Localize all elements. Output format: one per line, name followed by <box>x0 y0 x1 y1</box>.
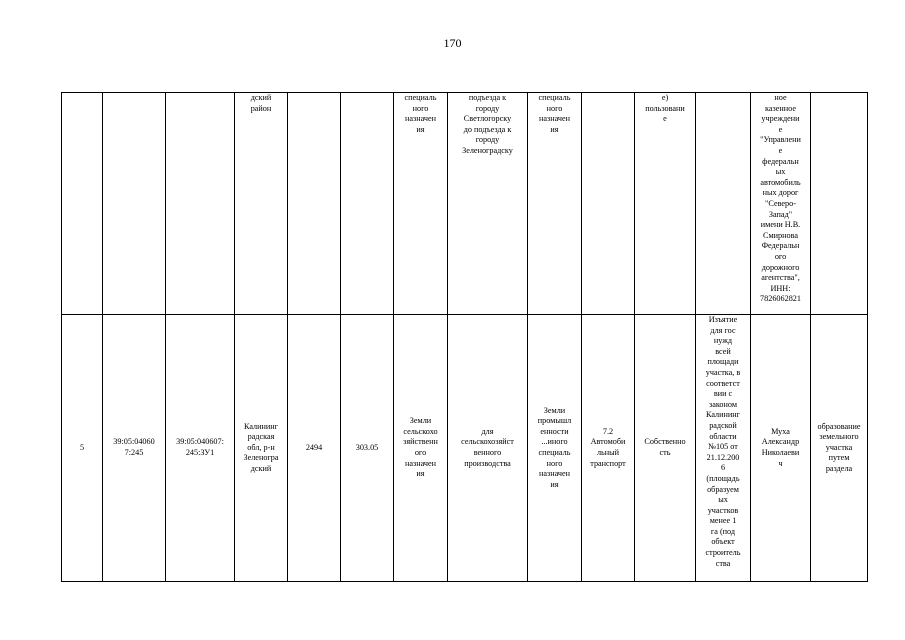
table-cell: специаль ного назначен ия <box>528 93 582 315</box>
table-cell: подъезда к городу Светлогорску до подъезда к городу Зеленоградску <box>448 93 528 315</box>
table-cell <box>696 93 751 315</box>
table-cell: для сельскохозяйст венного производства <box>448 315 528 582</box>
table-cell: 7.2 Автомоби льный транспорт <box>582 315 635 582</box>
page-number: 170 <box>443 36 462 50</box>
table-cell <box>103 93 166 315</box>
table-cell: 2494 <box>288 315 341 582</box>
table-cell: Изъятие для гос нужд всей площади участка, в соответст вии с законом Калининг радской области №105 от 21.12.200 6 (площадь образуем ых участков менее 1 га (под объект строитель ства <box>696 315 751 582</box>
table-cell: 303.05 <box>341 315 394 582</box>
table-row <box>62 93 868 315</box>
table-cell: Земли сельскохо зяйственн ого назначен ия <box>394 315 448 582</box>
table-cell: 5 <box>62 315 103 582</box>
table-cell <box>811 93 868 315</box>
table-cell: Земли промышл енности ...иного специаль ного назначен ия <box>528 315 582 582</box>
table-cell <box>341 93 394 315</box>
table-cell <box>288 93 341 315</box>
table-cell: Муха Александр Николаеви ч <box>751 315 811 582</box>
table-cell: Калининг радская обл, р-н Зеленогра дский <box>235 315 288 582</box>
table-cell: 39:05:040607: 245:ЗУ1 <box>166 315 235 582</box>
land-plots-table <box>61 92 868 582</box>
table-cell: дский район <box>235 93 288 315</box>
table-cell: специаль ного назначен ия <box>394 93 448 315</box>
table-row <box>62 315 868 582</box>
table-cell: ное казенное учреждени е "Управлени е федеральн ых автомобиль ных дорог "Северо- Запад" имени Н.В. Смирнова Федеральн ого дорожного агентства", ИНН: 7826062821 <box>751 93 811 315</box>
table-cell <box>166 93 235 315</box>
table-cell: образование земельного участка путем раздела <box>811 315 868 582</box>
table-cell <box>582 93 635 315</box>
table-cell: е) пользовани е <box>635 93 696 315</box>
table-cell <box>62 93 103 315</box>
table-cell: Собственно сть <box>635 315 696 582</box>
table-cell: 39:05:04060 7:245 <box>103 315 166 582</box>
